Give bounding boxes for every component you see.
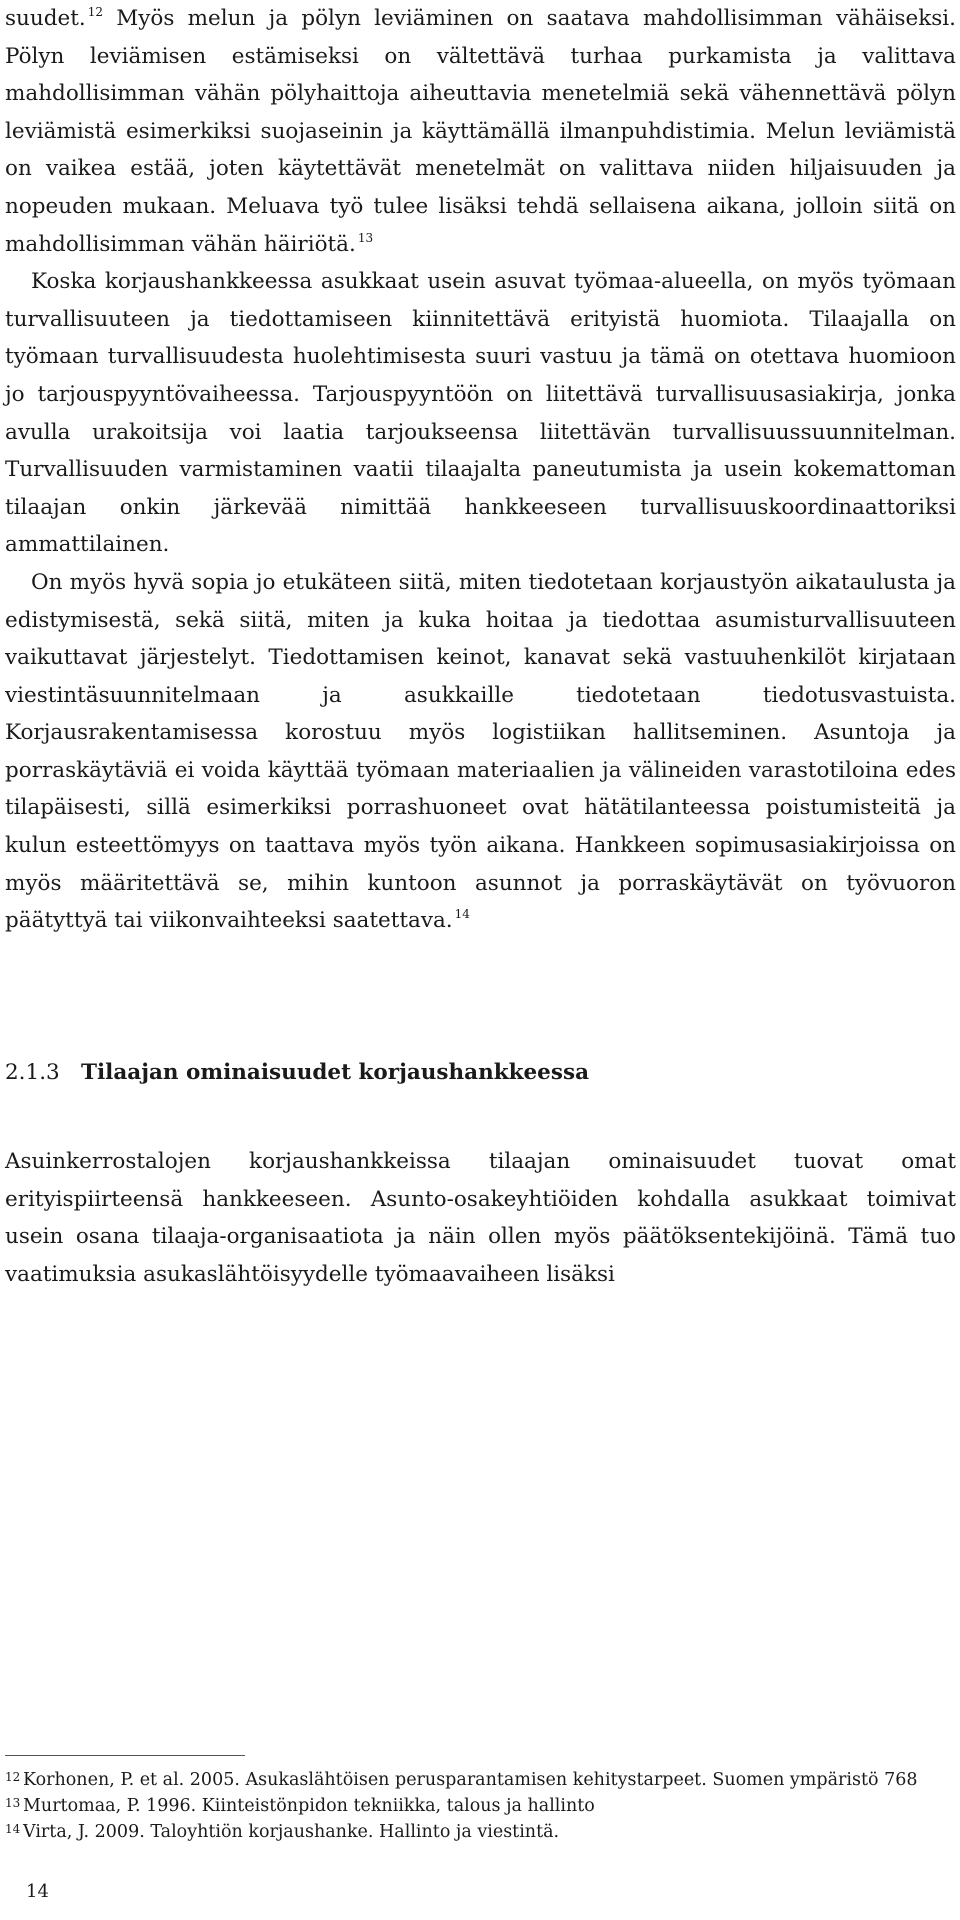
paragraph-text: Koska korjaushankkeessa asukkaat usein asuvat työmaa-alueella, on myös työmaan turvallisuuteen ja tiedottamiseen kiinnitettävä erityistä huomiota. Tilaajalla on työmaan turvallisuudesta huolehtimisesta suuri vastuu ja tämä on otettava huomioon jo tarjouspyyntövaiheessa. Tarjouspyyntöön on liitettävä turvallisuusasiakirja, jonka avulla urakoitsija voi laatia tarjoukseensa liitettävän turvallisuussuunnitelman. Turvallisuuden varmistaminen vaatii tilaajalta paneutumista ja usein kokemattoman tilaajan onkin järkevää nimittää hankkeeseen turvallisuuskoordinaattoriksi ammattilainen. xyxy=(5,269,956,558)
footnote-text: Virta, J. 2009. Taloyhtiön korjaushanke. Hallinto ja viestintä. xyxy=(23,1822,560,1842)
page-number: 14 xyxy=(26,1881,49,1902)
footnote-mark: 13 xyxy=(5,1796,21,1810)
paragraph xyxy=(5,0,956,263)
section-number: 2.1.3 xyxy=(5,1060,60,1085)
paragraph xyxy=(5,564,956,940)
section-body xyxy=(5,1143,956,1293)
footnote-text: Murtomaa, P. 1996. Kiinteistönpidon tekniikka, talous ja hallinto xyxy=(23,1796,595,1816)
paragraph xyxy=(5,263,956,564)
footnote-mark: 14 xyxy=(5,1822,21,1836)
section-title: Tilaajan ominaisuudet korjaushankkeessa xyxy=(81,1060,590,1085)
footnote-reference: 12 xyxy=(87,5,103,19)
paragraph-text: On myös hyvä sopia jo etukäteen siitä, miten tiedotetaan korjaustyön aikataulusta ja edistymisestä, sekä siitä, miten ja kuka hoitaa ja tiedottaa asumisturvallisuuteen vaikuttavat järjestelyt. Tiedottamisen keinot, kanavat sekä vastuuhenkilöt kirjataan viestintäsuunnitelmaan ja asukkaille tiedotetaan tiedotusvastuista. Korjausrakentamisessa korostuu myös logistiikan hallitseminen. Asuntoja ja porraskäytäviä ei voida käyttää työmaan materiaalien ja välineiden varastotiloina edes tilapäisesti, sillä esimerkiksi porrashuoneet ovat hätätilanteessa poistumisteitä ja kulun esteettömyys on taattava myös työn aikana. Hankkeen sopimusasiakirjoissa on myös määritettävä se, mihin kuntoon asunnot ja porraskäytävät on työvuoron päätyttyä tai viikonvaihteeksi saatettava. xyxy=(5,569,956,934)
footnotes xyxy=(5,1767,956,1845)
footnote-item xyxy=(5,1819,956,1845)
paragraph-text: Myös melun ja pölyn leviäminen on saatava mahdollisimman vähäiseksi. Pölyn leviämisen estämiseksi on vältettävä turhaa purkamista ja valittava mahdollisimman vähän pölyhaittoja aiheuttavia menetelmiä sekä vähennettävä pölyn leviämistä esimerkiksi suojaseinin ja käyttämällä ilmanpuhdistimia. Melun leviämistä on vaikea estää, joten käytettävät menetelmät on valittava niiden hiljaisuuden ja nopeuden mukaan. Meluava työ tulee lisäksi tehdä sellaisena aikana, jolloin siitä on mahdollisimman vähän häiriötä. xyxy=(5,6,956,257)
section-paragraph: Asuinkerrostalojen korjaushankkeissa tilaajan ominaisuudet tuovat omat erityispiirteensä hankkeeseen. Asunto-osakeyhtiöiden kohdalla asukkaat toimivat usein osana tilaaja-organisaatiota ja näin ollen myös päätöksentekijöinä. Tämä tuo vaatimuksia asukaslähtöisyydelle työmaavaiheen lisäksi xyxy=(5,1149,956,1287)
footnote-reference: 14 xyxy=(454,907,470,922)
footnote-text: Korhonen, P. et al. 2005. Asukaslähtöisen perusparantamisen kehitystarpeet. Suomen ympäristö 768 xyxy=(23,1770,918,1790)
footnote-mark: 12 xyxy=(5,1770,21,1784)
footnote-separator xyxy=(5,1755,245,1756)
body-paragraphs xyxy=(5,0,956,940)
footnote-item xyxy=(5,1793,956,1819)
main-text xyxy=(5,0,956,940)
paragraph-text: suudet. xyxy=(5,6,86,31)
footnote-item xyxy=(5,1767,956,1793)
footnote-reference: 13 xyxy=(357,230,374,245)
section-heading xyxy=(5,1058,589,1088)
